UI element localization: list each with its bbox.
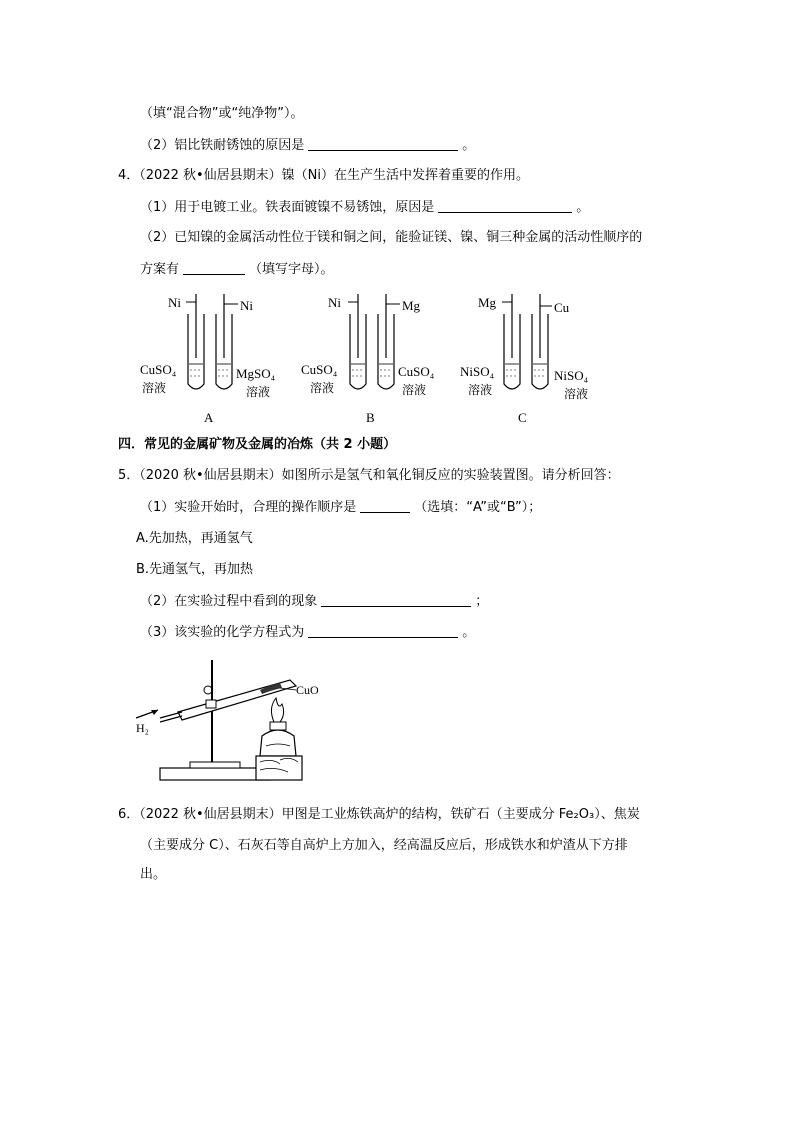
q3-part2-answer-blank[interactable] [308,136,458,151]
q4-part2-text: 方案有 [140,262,180,277]
q5-part1-text: （1）实验开始时，合理的操作顺序是 [140,500,357,515]
metal-label: Ni [328,295,341,310]
solution-word: 溶液 [564,387,589,401]
solution-label: CuSO₄ [140,362,177,377]
cuo-label: CuO [296,683,319,697]
metal-label: Ni [240,298,253,313]
q3-part2-text: （2）铝比铁耐锈蚀的原因是 [140,138,305,153]
solution-word: 溶液 [142,381,167,395]
q5-part3-answer-blank[interactable] [308,623,458,638]
q6-line1: 6．（2022 秋•仙居县期末）甲图是工业炼铁高炉的结构，铁矿石（主要成分 Fe₂O₃）、焦炭 [118,807,640,822]
q5-part3-suffix: 。 [462,625,476,640]
q5-part2-answer-blank[interactable] [321,592,471,607]
q4-part2-suffix: （填写字母）。 [249,262,334,277]
q6-line3: 出。 [140,867,167,882]
clamp-holder [206,700,216,708]
q4-part1-suffix: 。 [576,200,590,215]
q4-part2-line2 [140,260,334,279]
q5-part2-text: （2）在实验过程中看到的现象 [140,594,318,609]
q5-part1 [140,498,541,517]
q5-stem: 5．（2020 秋•仙居县期末）如图所示是氢气和氧化铜反应的实验装置图。请分析回答： [118,468,620,483]
q4-part2-line1: （2）已知镍的金属活动性位于镁和铜之间，能验证镁、镍、铜三种金属的活动性顺序的 [140,230,643,245]
solution-label: MgSO₄ [236,366,276,381]
q4-part2-answer-blank[interactable] [183,260,245,275]
hydrogen-reduction-apparatus [130,652,370,786]
q5-part3-text: （3）该实验的化学方程式为 [140,625,305,640]
solution-label: CuSO₄ [301,362,338,377]
solution-label: NiSO₄ [554,368,589,383]
solution-word: 溶液 [468,383,493,397]
q3-part2 [140,136,475,155]
q5-option-b: B.先通氢气，再加热 [136,562,254,577]
q4-part1-answer-blank[interactable] [438,198,572,213]
q3-part2-suffix: 。 [462,138,476,153]
solution-word: 溶液 [402,383,427,397]
lamp-wick-holder [270,722,286,730]
q5-part3 [140,623,475,642]
group-c [460,294,589,425]
metal-label: Mg [478,295,497,310]
group-b [301,294,435,425]
group-a [140,294,276,425]
q6-line2: （主要成分 C）、石灰石等自高炉上方加入，经高温反应后，形成铁水和炉渣从下方排 [140,838,628,853]
group-label: B [366,410,375,425]
wooden-block [256,756,302,780]
metal-label: Mg [402,298,421,313]
q5-part2-suffix: ； [475,594,489,609]
metal-label: Cu [554,300,570,315]
solution-word: 溶液 [310,381,335,395]
q3-fill-hint: （填“混合物”或“纯净物”）。 [140,106,304,121]
q4-stem: 4．（2022 秋•仙居县期末）镍（Ni）在生产生活中发挥着重要的作用。 [118,168,529,183]
q5-option-a: A.先加热，再通氢气 [136,531,253,546]
clamp-knob [204,686,212,694]
test-tube-figure [130,288,610,428]
stand-foot [190,762,240,768]
q5-part2 [140,592,488,611]
metal-label: Ni [168,295,181,310]
q4-part1-text: （1）用于电镀工业。铁表面镀镍不易锈蚀，原因是 [140,200,435,215]
solution-label: NiSO₄ [460,364,495,379]
q4-part1 [140,198,589,217]
group-label: A [204,410,214,425]
section-heading: 四．常见的金属矿物及金属的冶炼（共 2 小题） [118,437,397,452]
q5-part1-suffix: （选填：“A”或“B”）； [414,500,542,515]
h2-label: H₂ [136,721,149,735]
group-label: C [518,410,527,425]
solution-word: 溶液 [246,385,271,399]
alcohol-lamp [260,730,296,756]
stand-base [160,768,270,780]
flame [271,698,283,722]
solution-label: CuSO₄ [398,364,435,379]
q5-part1-answer-blank[interactable] [360,498,410,513]
